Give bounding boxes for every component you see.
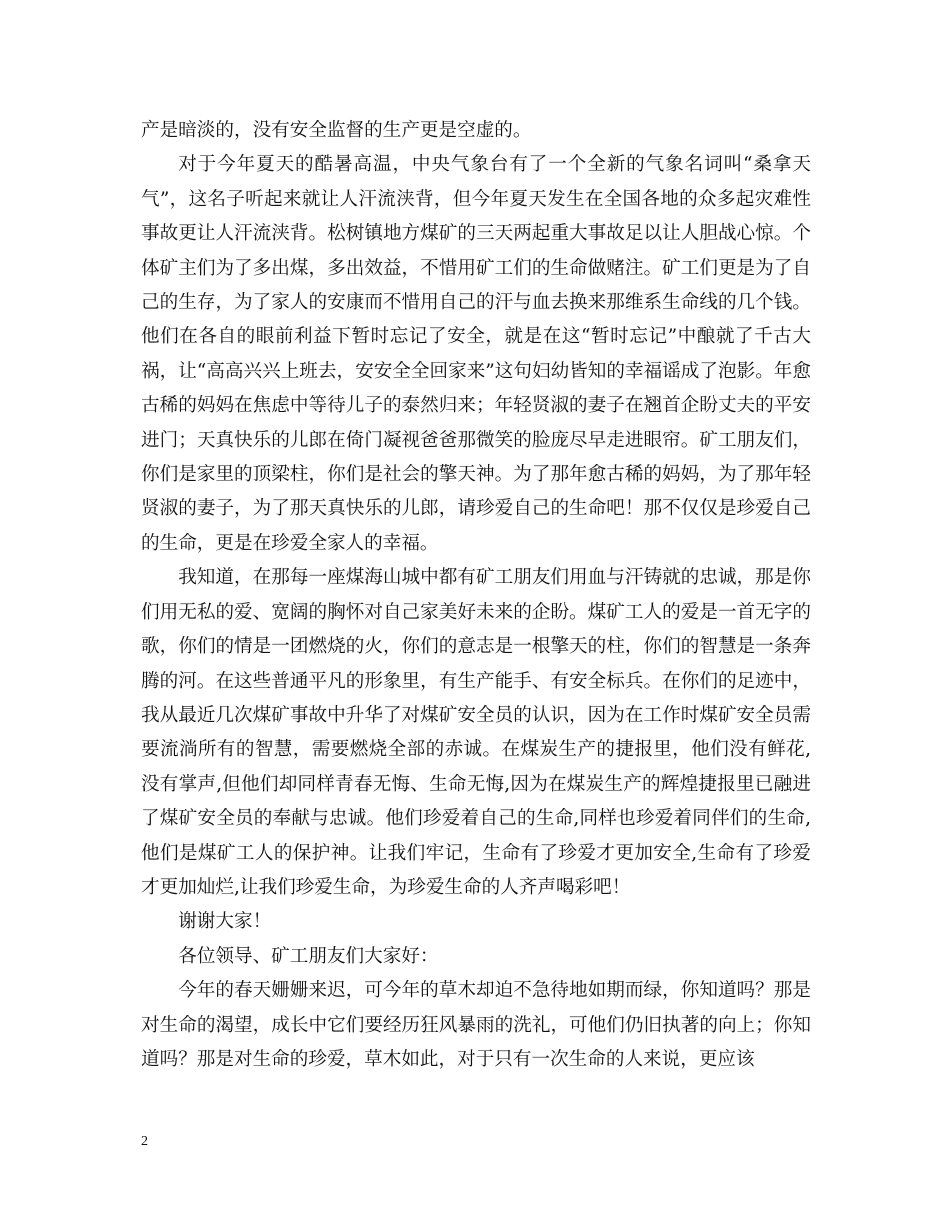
document-body [141,114,811,1077]
paragraph-greeting: 各位领导、矿工朋友们大家好： [178,945,439,967]
paragraph-thanks: 谢谢大家！ [178,911,272,933]
paragraph-spring: 今年的春天姗姗来迟，可今年的草木却迫不急待地如期而绿，你知道吗？那是对生命的渴望，成长中它们要经历狂风暴雨的洗礼，可他们仍旧执著的向上；你知道吗？那是对生命的珍爱，草木如此，对于只有一次生命的人来说，更应该 [141,980,811,1070]
paragraph-miners-loyalty: 我知道，在那每一座煤海山城中都有矿工朋友们用血与汗铸就的忠诚，那是你们用无私的爱、宽阔的胸怀对自己家美好未来的企盼。煤矿工人的爱是一首无字的歌，你们的情是一团燃烧的火，你们的意志是一根擎天的柱，你们的智慧是一条奔腾的河。在这些普通平凡的形象里，有生产能手、有安全标兵。在你们的足迹中，我从最近几次煤矿事故中升华了对煤矿安全员的认识，因为在工作时煤矿安全员需要流淌所有的智慧，需要燃烧全部的赤诚。在煤炭生产的捷报里，他们没有鲜花,没有掌声,但他们却同样青春无悔、生命无悔,因为在煤炭生产的辉煌捷报里已融进了煤矿安全员的奉献与忠诚。他们珍爱着自己的生命,同样也珍爱着同伴们的生命,他们是煤矿工人的保护神。让我们牢记，生命有了珍爱才更加安全,生命有了珍爱才更加灿烂,让我们珍爱生命，为珍爱生命的人齐声喝彩吧！ [141,567,811,898]
paragraph-continuation: 产是暗淡的，没有安全监督的生产更是空虚的。 [141,120,532,141]
page-number: 2 [141,1134,148,1149]
paragraph-summer-accidents: 对于今年夏天的酷暑高温，中央气象台有了一个全新的气象名词叫“桑拿天气”，这名子听起来就让人汗流浃背，但今年夏天发生在全国各地的众多起灾难性事故更让人汗流浃背。松树镇地方煤矿的三天两起重大事故足以让人胆战心惊。个体矿主们为了多出煤，多出效益，不惜用矿工们的生命做赌注。矿工们更是为了自己的生存，为了家人的安康而不惜用自己的汗与血去换来那维系生命线的几个钱。他们在各自的眼前利益下暂时忘记了安全，就是在这“暂时忘记”中酿就了千古大祸，让“高高兴兴上班去，安安全全回家来”这句妇幼皆知的幸福谣成了泡影。年愈古稀的妈妈在焦虑中等待儿子的泰然归来；年轻贤淑的妻子在翘首企盼丈夫的平安进门；天真快乐的儿郎在倚门凝视爸爸那微笑的脸庞尽早走进眼帘。矿工朋友们，你们是家里的顶梁柱，你们是社会的擎天神。为了那年愈古稀的妈妈，为了那年轻贤淑的妻子，为了那天真快乐的儿郎，请珍爱自己的生命吧！那不仅仅是珍爱自己的生命，更是在珍爱全家人的幸福。 [141,154,811,554]
